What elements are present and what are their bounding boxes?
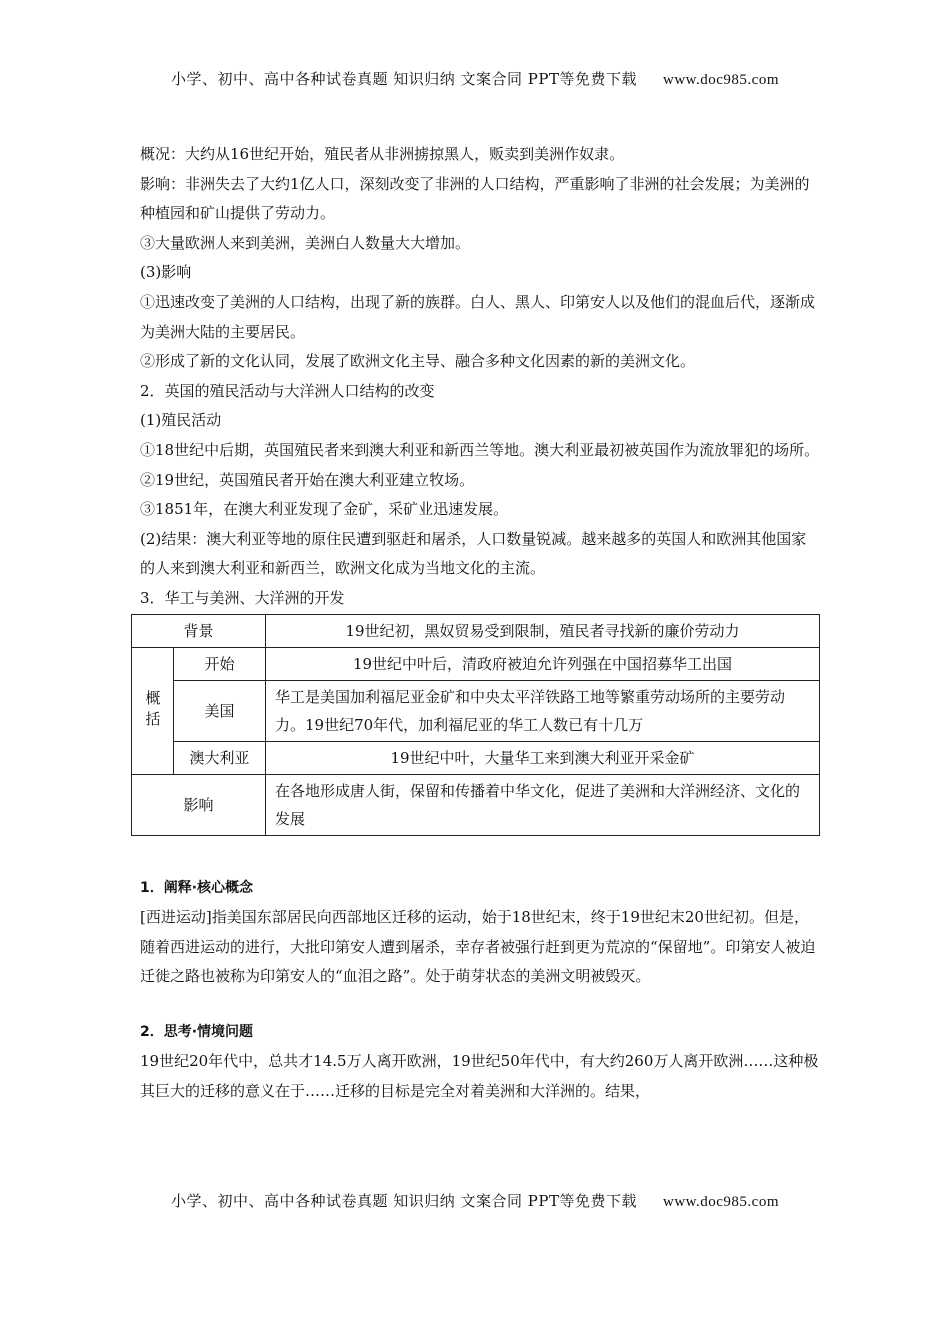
paragraph: ①迅速改变了美洲的人口结构，出现了新的族群。白人、黑人、印第安人以及他们的混血后代，逐渐成为美洲大陆的主要居民。 (140, 292, 816, 341)
table-row (132, 680, 820, 741)
section-heading: 2．思考·情境问题 (140, 1023, 254, 1040)
footer-url[interactable]: www.doc985.com (662, 1194, 779, 1210)
table-row (132, 741, 820, 774)
section-heading: 1．阐释·核心概念 (140, 879, 254, 896)
document-body (140, 140, 820, 1107)
table-row (132, 647, 820, 680)
paragraph: ①18世纪中后期，英国殖民者来到澳大利亚和新西兰等地。澳大利亚最初被英国作为流放罪犯的场所。 (140, 440, 820, 459)
paragraph: 影响：非洲失去了大约1亿人口，深刻改变了非洲的人口结构，严重影响了非洲的社会发展；为美洲的种植园和矿山提供了劳动力。 (140, 174, 810, 223)
section-title: 3．华工与美洲、大洋洲的开发 (140, 588, 345, 607)
table-cell-label: 开始 (174, 647, 266, 680)
header-url[interactable]: www.doc985.com (662, 72, 779, 88)
paragraph: (2)结果：澳大利亚等地的原住民遭到驱赶和屠杀，人口数量锐减。越来越多的英国人和欧洲其他国家的人来到澳大利亚和新西兰，欧洲文化成为当地文化的主流。 (140, 529, 807, 578)
table-cell-label: 美国 (174, 680, 266, 741)
paragraph: (3)影响 (140, 263, 192, 282)
header-text: 小学、初中、高中各种试卷真题 知识归纳 文案合同 PPT等免费下载 (170, 70, 637, 88)
paragraph: (1)殖民活动 (140, 411, 222, 430)
table-cell: 19世纪初，黑奴贸易受到限制，殖民者寻找新的廉价劳动力 (266, 614, 820, 647)
paragraph: ②形成了新的文化认同，发展了欧洲文化主导、融合多种文化因素的新的美洲文化。 (140, 352, 696, 371)
table-cell: 19世纪中叶，大量华工来到澳大利亚开采金矿 (266, 741, 820, 774)
chinese-laborers-table (131, 614, 820, 836)
table-cell-label: 澳大利亚 (174, 741, 266, 774)
paragraph: ②19世纪，英国殖民者开始在澳大利亚建立牧场。 (140, 470, 475, 489)
table-row (132, 614, 820, 647)
paragraph: 19世纪20年代中，总共才14.5万人离开欧洲，19世纪50年代中，有大约260万人离开欧洲……这种极其巨大的迁移的意义在于……迁移的目标是完全对着美洲和大洋洲的。结果， (140, 1052, 819, 1101)
table-cell-label: 影响 (132, 774, 266, 835)
section-title: 2．英国的殖民活动与大洋洲人口结构的改变 (140, 381, 435, 400)
paragraph: 概况：大约从16世纪开始，殖民者从非洲掳掠黑人，贩卖到美洲作奴隶。 (140, 145, 625, 163)
table-cell: 在各地形成唐人街，保留和传播着中华文化，促进了美洲和大洋洲经济、文化的发展 (266, 774, 820, 835)
table-cell-label: 概括 (132, 647, 174, 774)
page-footer (0, 1190, 950, 1211)
paragraph: ③大量欧洲人来到美洲，美洲白人数量大大增加。 (140, 233, 471, 252)
table-row (132, 774, 820, 835)
table-cell-label: 背景 (132, 614, 266, 647)
footer-text: 小学、初中、高中各种试卷真题 知识归纳 文案合同 PPT等免费下载 (170, 1192, 637, 1210)
paragraph: [西进运动]指美国东部居民向西部地区迁移的运动，始于18世纪末，终于19世纪末20世纪初。但是，随着西进运动的进行，大批印第安人遭到屠杀，幸存者被强行赶到更为荒凉的“保留地”。印第安人被迫迁徙之路也被称为印第安人的“血泪之路”。处于萌芽状态的美洲文明被毁灭。 (140, 908, 816, 986)
table-cell: 19世纪中叶后，清政府被迫允许列强在中国招募华工出国 (266, 647, 820, 680)
table-cell: 华工是美国加利福尼亚金矿和中央太平洋铁路工地等繁重劳动场所的主要劳动力。19世纪70年代，加利福尼亚的华工人数已有十几万 (266, 680, 820, 741)
page-header (0, 68, 950, 89)
paragraph: ③1851年，在澳大利亚发现了金矿，采矿业迅速发展。 (140, 500, 509, 519)
